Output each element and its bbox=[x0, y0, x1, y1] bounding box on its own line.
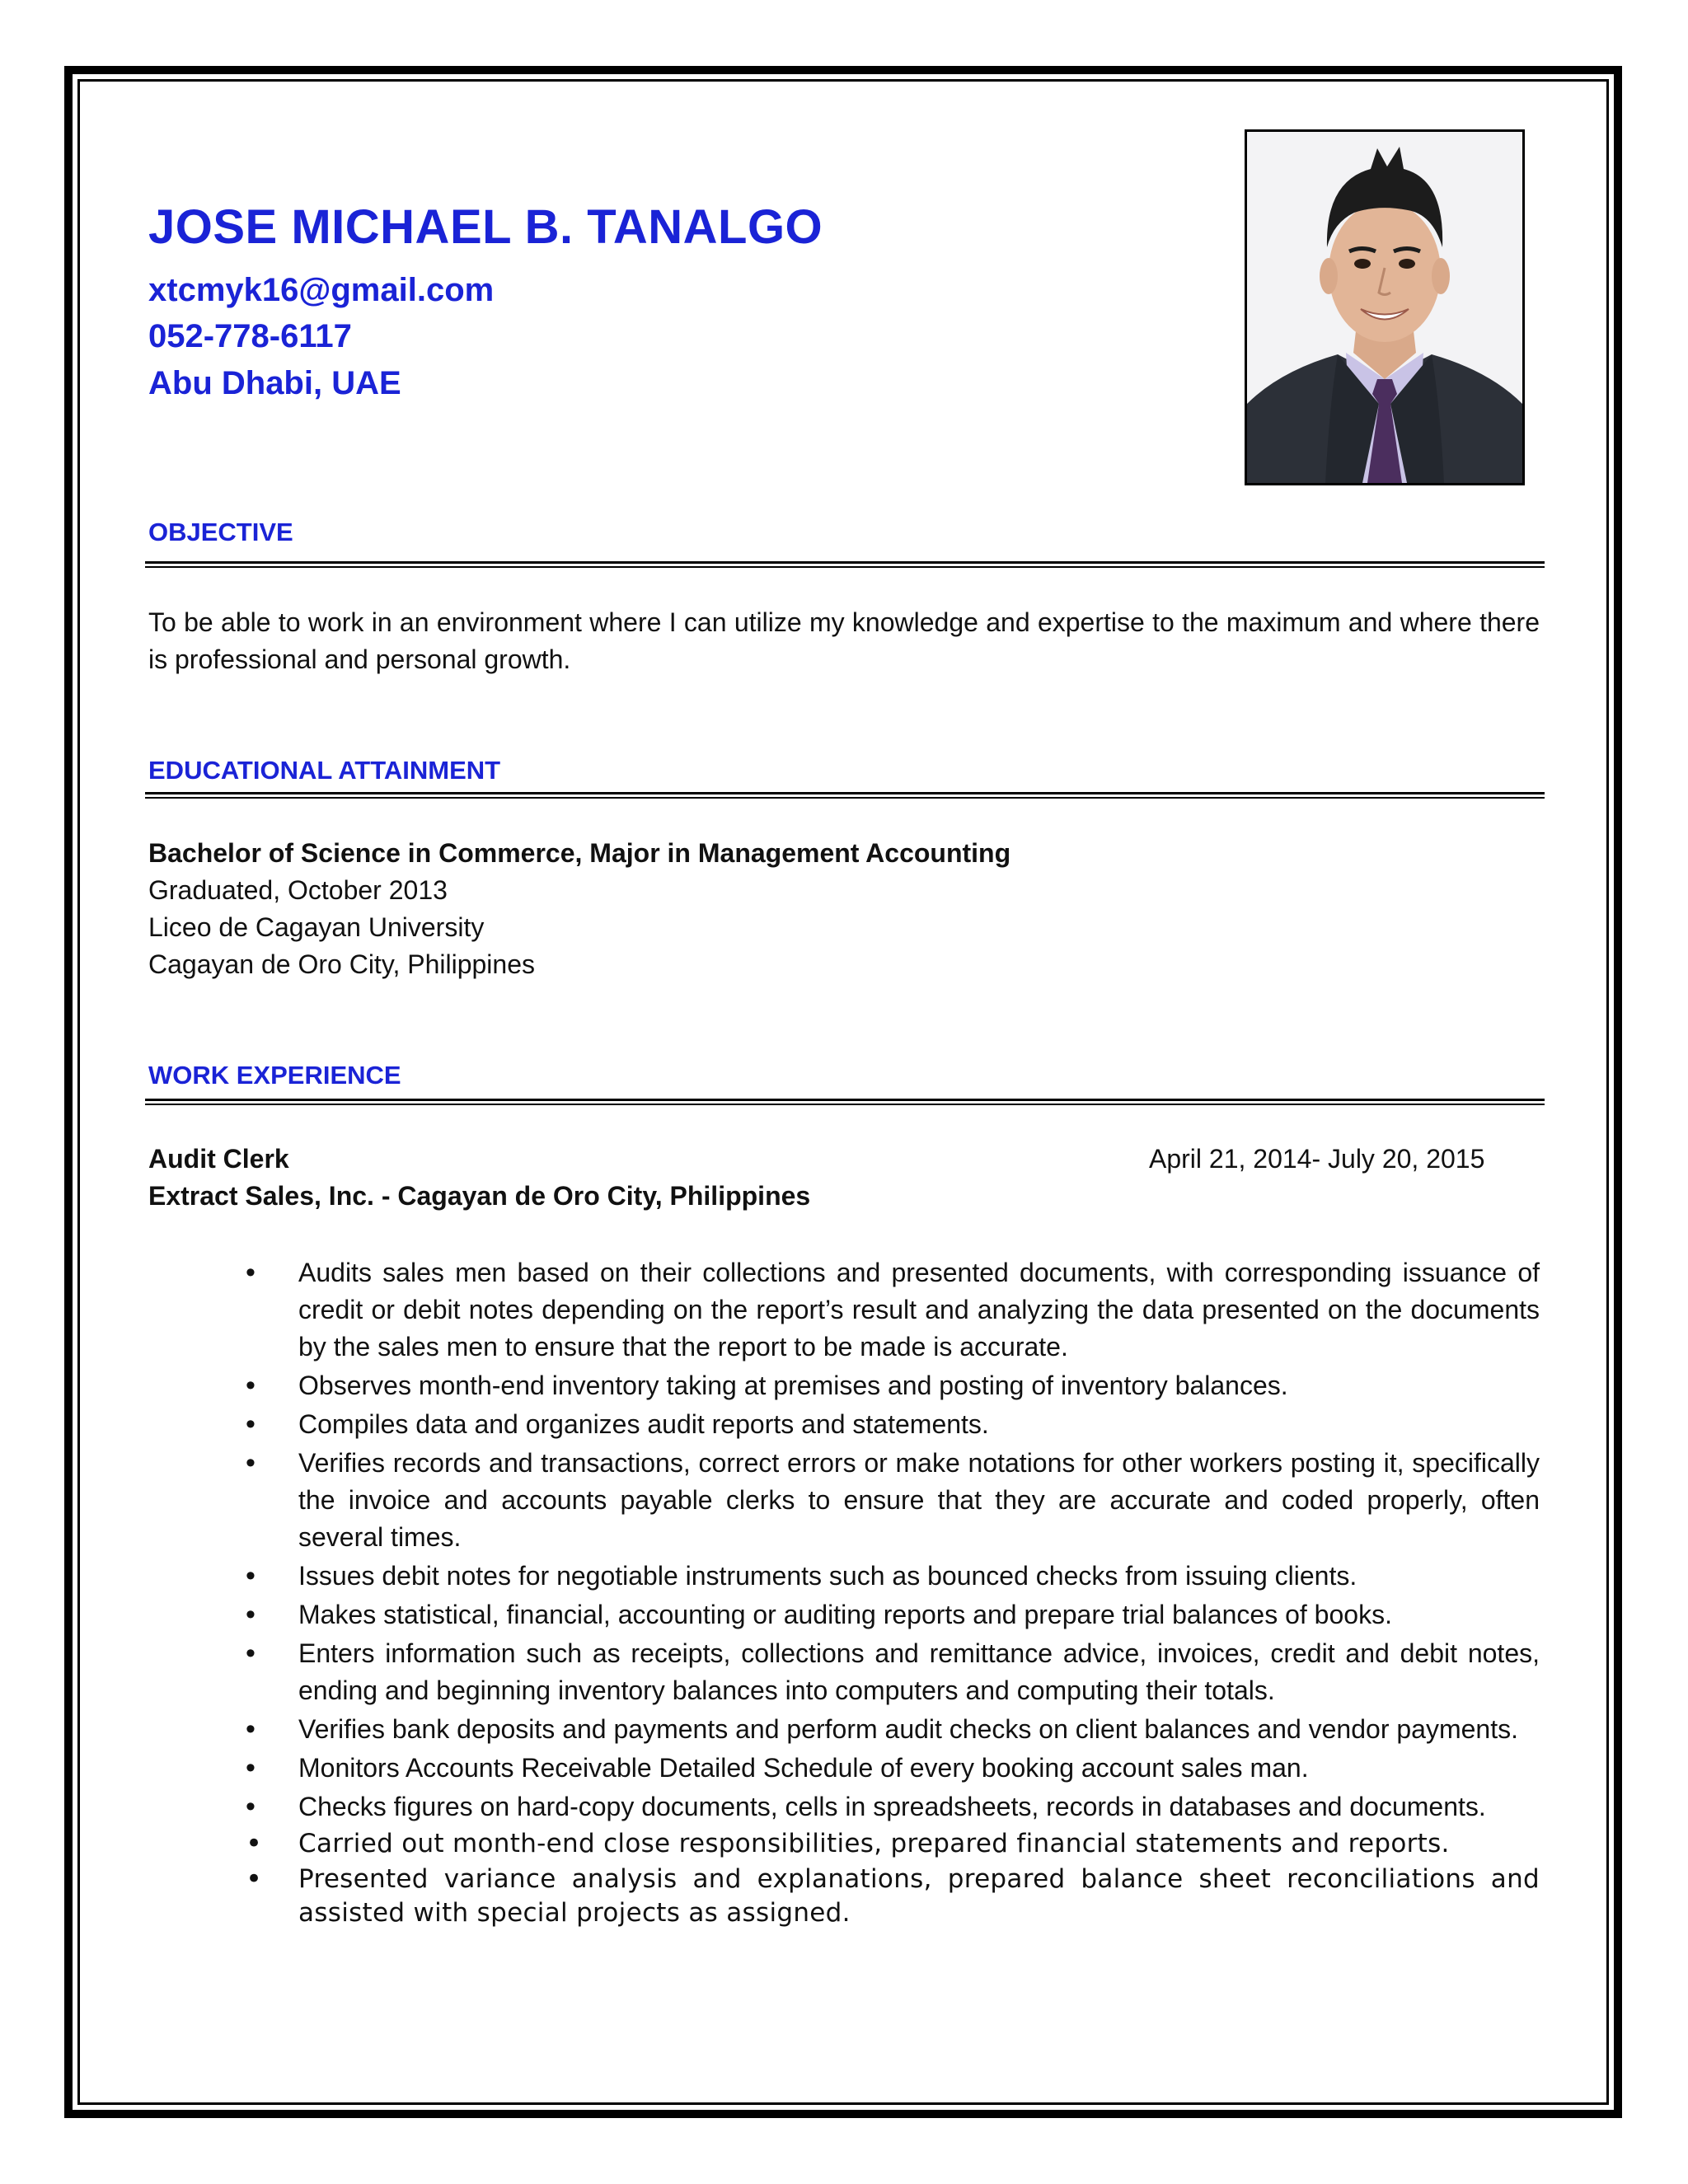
profile-photo bbox=[1245, 129, 1525, 485]
school-location: Cagayan de Oro City, Philippines bbox=[148, 949, 535, 979]
applicant-name: JOSE MICHAEL B. TANALGO bbox=[148, 200, 823, 254]
degree: Bachelor of Science in Commerce, Major in Management Accounting bbox=[148, 838, 1011, 868]
list-item: • Compiles data and organizes audit reports and statements. bbox=[148, 1406, 1540, 1443]
list-item: • Issues debit notes for negotiable instruments such as bounced checks from issuing clients. bbox=[148, 1558, 1540, 1595]
list-item: • Presented variance analysis and explanations, prepared balance sheet reconciliations and assisted with special projects as assigned. bbox=[148, 1863, 1540, 1930]
list-item: • Observes month-end inventory taking at premises and posting of inventory balances. bbox=[148, 1367, 1540, 1404]
section-divider bbox=[145, 1099, 1545, 1104]
list-item: • Monitors Accounts Receivable Detailed Schedule of every booking account sales man. bbox=[148, 1750, 1540, 1787]
section-divider bbox=[145, 792, 1545, 798]
section-title-objective: OBJECTIVE bbox=[148, 518, 293, 546]
email: xtcmyk16@gmail.com bbox=[148, 272, 495, 308]
list-item: • Verifies records and transactions, correct errors or make notations for other workers posting it, specifically the invoice and accounts payable clerks to ensure that they are accurate and coded properly, often several times. bbox=[148, 1445, 1540, 1556]
section-divider bbox=[145, 561, 1545, 567]
duties-list bbox=[148, 1254, 1540, 1932]
list-item: • Audits sales men based on their collections and presented documents, with corresponding issuance of credit or debit notes depending on the report’s result and analyzing the data presented on the documents by the sales men to ensure that the report to be made is accurate. bbox=[148, 1254, 1540, 1366]
job-dates: April 21, 2014- July 20, 2015 bbox=[1149, 1144, 1485, 1174]
location: Abu Dhabi, UAE bbox=[148, 365, 401, 401]
list-item: • Carried out month-end close responsibilities, prepared financial statements and reports. bbox=[148, 1827, 1540, 1861]
list-item: • Checks figures on hard-copy documents, cells in spreadsheets, records in databases and documents. bbox=[148, 1788, 1540, 1825]
company: Extract Sales, Inc. - Cagayan de Oro City, Philippines bbox=[148, 1181, 811, 1211]
objective-text: To be able to work in an environment where I can utilize my knowledge and expertise to the maximum and where there is professional and personal growth. bbox=[148, 607, 1540, 674]
phone: 052-778-6117 bbox=[148, 318, 352, 354]
graduation-date: Graduated, October 2013 bbox=[148, 875, 448, 905]
profile-photo-illustration bbox=[1247, 132, 1522, 483]
section-title-education: EDUCATIONAL ATTAINMENT bbox=[148, 756, 501, 785]
job-position: Audit Clerk bbox=[148, 1144, 289, 1174]
list-item: • Makes statistical, financial, accounting or auditing reports and prepare trial balances of books. bbox=[148, 1596, 1540, 1633]
list-item: • Enters information such as receipts, collections and remittance advice, invoices, credit and debit notes, ending and beginning inventory balances into computers and computing their totals. bbox=[148, 1635, 1540, 1709]
section-title-work: WORK EXPERIENCE bbox=[148, 1061, 401, 1090]
school-name: Liceo de Cagayan University bbox=[148, 912, 485, 942]
list-item: • Verifies bank deposits and payments and perform audit checks on client balances and vendor payments. bbox=[148, 1711, 1540, 1748]
